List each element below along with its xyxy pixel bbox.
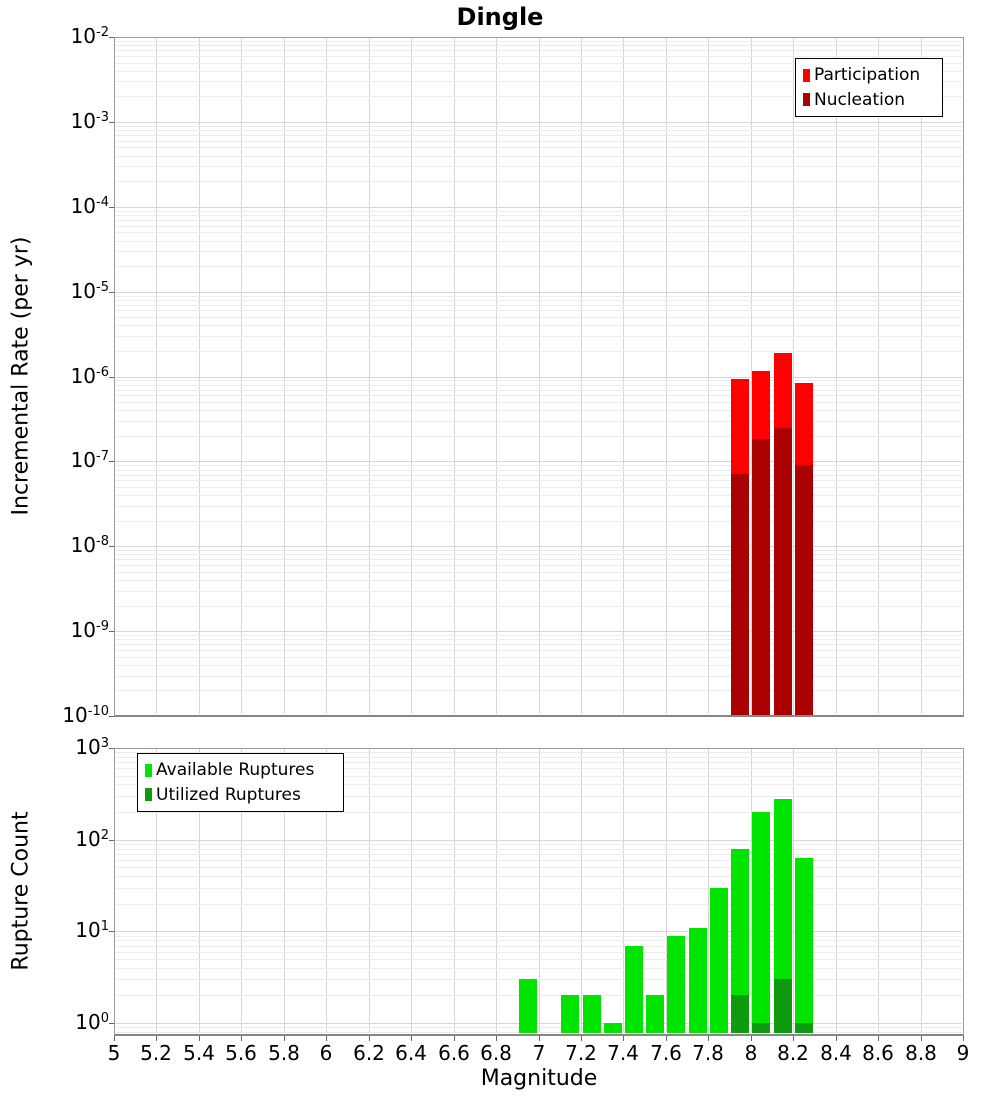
grid-line-minor — [115, 232, 962, 233]
grid-line-minor — [115, 147, 962, 148]
legend-label: Available Ruptures — [156, 760, 315, 781]
participation-legend-marker — [803, 69, 810, 82]
y-tick-label: $10^{-9}$ — [70, 618, 109, 642]
grid-line-minor — [115, 936, 962, 937]
legend-label: Participation — [814, 65, 921, 86]
grid-line-minor — [115, 156, 962, 157]
grid-line-minor — [115, 591, 962, 592]
grid-line-vertical — [623, 38, 624, 714]
grid-line-minor — [115, 495, 962, 496]
x-tick-mark — [878, 1036, 879, 1041]
grid-line-vertical — [496, 38, 497, 714]
grid-line-minor — [115, 41, 962, 42]
legend-item-nucleation — [803, 90, 936, 110]
y-tick-label: $10^{-7}$ — [70, 448, 109, 472]
grid-line-minor — [115, 480, 962, 481]
grid-line-minor — [115, 867, 962, 868]
x-tick-label: 7.2 — [565, 1041, 597, 1065]
grid-line-vertical — [156, 38, 157, 714]
grid-line-minor — [115, 665, 962, 666]
grid-line-vertical — [411, 749, 412, 1033]
x-tick-mark — [369, 1036, 370, 1041]
grid-line-minor — [115, 395, 962, 396]
x-tick-label: 8.8 — [905, 1041, 937, 1065]
grid-line-minor — [115, 56, 962, 57]
grid-line-major — [115, 292, 962, 293]
utilized-bar — [774, 979, 792, 1033]
grid-line-minor — [115, 550, 962, 551]
grid-line-minor — [115, 300, 962, 301]
y-tick-label: $10^{-8}$ — [70, 533, 109, 557]
x-tick-mark — [539, 1036, 540, 1041]
x-tick-label: 6.2 — [353, 1041, 385, 1065]
grid-line-minor — [115, 521, 962, 522]
x-tick-mark — [963, 1036, 964, 1041]
x-tick-label: 7.6 — [650, 1041, 682, 1065]
grid-line-vertical — [454, 38, 455, 714]
grid-line-vertical — [454, 749, 455, 1033]
available-bar — [752, 812, 770, 1033]
y-tick-mark — [109, 37, 114, 38]
grid-line-vertical — [581, 749, 582, 1033]
grid-line-minor — [115, 487, 962, 488]
available-bar — [667, 936, 685, 1033]
grid-line-vertical — [793, 749, 794, 1033]
y-tick-label: $10^0$ — [75, 1010, 109, 1034]
x-tick-label: 8.4 — [820, 1041, 852, 1065]
grid-line-minor — [115, 296, 962, 297]
available-bar — [689, 928, 707, 1033]
x-tick-label: 8 — [744, 1041, 758, 1065]
y-tick-mark — [109, 840, 114, 841]
grid-line-major — [115, 377, 962, 378]
available-bar — [604, 1023, 622, 1033]
x-tick-mark — [581, 1036, 582, 1041]
grid-line-minor — [115, 639, 962, 640]
y-axis-label-count: Rupture Count — [8, 811, 34, 971]
grid-line-minor — [115, 940, 962, 941]
grid-line-minor — [115, 565, 962, 566]
x-tick-label: 8.6 — [862, 1041, 894, 1065]
grid-line-major — [115, 1023, 962, 1024]
x-tick-label: 6.8 — [480, 1041, 512, 1065]
y-tick-mark — [109, 748, 114, 749]
grid-line-major — [115, 122, 962, 123]
utilized-bar — [731, 995, 749, 1033]
grid-line-minor — [115, 904, 962, 905]
x-tick-mark — [114, 1036, 115, 1041]
grid-line-minor — [115, 690, 962, 691]
grid-line-minor — [115, 1027, 962, 1028]
grid-line-minor — [115, 1032, 962, 1033]
grid-line-vertical — [708, 749, 709, 1033]
grid-line-minor — [115, 402, 962, 403]
grid-line-minor — [115, 310, 962, 311]
grid-line-minor — [115, 968, 962, 969]
x-tick-label: 5.4 — [183, 1041, 215, 1065]
x-tick-mark — [921, 1036, 922, 1041]
grid-line-vertical — [581, 38, 582, 714]
y-tick-mark — [109, 716, 114, 717]
x-tick-mark — [496, 1036, 497, 1041]
y-tick-label: $10^3$ — [75, 735, 109, 759]
grid-line-minor — [115, 657, 962, 658]
available-legend-marker — [145, 764, 152, 777]
grid-line-vertical — [496, 749, 497, 1033]
chart-title: Dingle — [456, 3, 544, 31]
x-tick-mark — [836, 1036, 837, 1041]
x-tick-mark — [793, 1036, 794, 1041]
x-tick-label: 6.6 — [438, 1041, 470, 1065]
grid-line-major — [115, 461, 962, 462]
grid-line-minor — [115, 50, 962, 51]
grid-line-minor — [115, 126, 962, 127]
grid-line-minor — [115, 606, 962, 607]
grid-line-minor — [115, 325, 962, 326]
grid-line-minor — [115, 946, 962, 947]
y-tick-mark — [109, 377, 114, 378]
x-tick-mark — [199, 1036, 200, 1041]
grid-line-minor — [115, 959, 962, 960]
x-tick-label: 6.4 — [395, 1041, 427, 1065]
grid-line-vertical — [284, 38, 285, 714]
grid-line-minor — [115, 251, 962, 252]
x-tick-mark — [708, 1036, 709, 1041]
grid-line-minor — [115, 241, 962, 242]
grid-line-vertical — [411, 38, 412, 714]
available-bar — [583, 995, 601, 1033]
y-tick-label: $10^{-6}$ — [70, 364, 109, 388]
grid-line-minor — [115, 421, 962, 422]
grid-line-minor — [115, 650, 962, 651]
y-tick-mark — [109, 546, 114, 547]
grid-line-minor — [115, 979, 962, 980]
x-axis-label: Magnitude — [480, 1066, 598, 1091]
nucleation-bar — [795, 465, 813, 715]
grid-line-minor — [115, 317, 962, 318]
grid-line-vertical — [666, 38, 667, 714]
utilized-bar — [752, 1023, 770, 1033]
x-tick-mark — [411, 1036, 412, 1041]
available-bar — [646, 995, 664, 1033]
grid-line-minor — [115, 385, 962, 386]
nucleation-bar — [752, 439, 770, 715]
grid-line-vertical — [878, 749, 879, 1033]
available-bar — [710, 888, 728, 1033]
grid-line-minor — [115, 506, 962, 507]
grid-line-vertical — [539, 38, 540, 714]
x-tick-label: 7 — [532, 1041, 546, 1065]
grid-line-minor — [115, 305, 962, 306]
y-tick-mark — [109, 1023, 114, 1024]
y-tick-label: $10^{-5}$ — [70, 279, 109, 303]
grid-line-minor — [115, 220, 962, 221]
grid-line-minor — [115, 952, 962, 953]
grid-line-major — [115, 840, 962, 841]
nucleation-bar — [774, 428, 792, 715]
nucleation-bar — [731, 474, 749, 715]
grid-line-minor — [115, 465, 962, 466]
grid-line-vertical — [921, 749, 922, 1033]
grid-line-minor — [115, 554, 962, 555]
grid-line-vertical — [708, 38, 709, 714]
x-tick-mark — [156, 1036, 157, 1041]
x-tick-mark — [623, 1036, 624, 1041]
y-tick-label: $10^{-4}$ — [70, 194, 109, 218]
grid-line-vertical — [326, 38, 327, 714]
grid-line-minor — [115, 141, 962, 142]
x-tick-label: 5.2 — [140, 1041, 172, 1065]
x-tick-label: 5.6 — [225, 1041, 257, 1065]
grid-line-minor — [115, 436, 962, 437]
y-tick-mark — [109, 461, 114, 462]
grid-line-minor — [115, 812, 962, 813]
grid-line-minor — [115, 166, 962, 167]
grid-line-minor — [115, 854, 962, 855]
grid-line-minor — [115, 336, 962, 337]
legend-item-participation — [803, 65, 936, 85]
grid-line-vertical — [921, 38, 922, 714]
grid-line-major — [115, 631, 962, 632]
grid-line-minor — [115, 470, 962, 471]
grid-line-minor — [115, 860, 962, 861]
x-tick-label: 6 — [319, 1041, 333, 1065]
legend-label: Nucleation — [814, 89, 906, 110]
grid-line-minor — [115, 45, 962, 46]
grid-line-vertical — [623, 749, 624, 1033]
available-bar — [625, 946, 643, 1033]
grid-line-minor — [115, 644, 962, 645]
y-tick-label: $10^1$ — [75, 918, 109, 942]
grid-line-minor — [115, 226, 962, 227]
grid-line-vertical — [369, 38, 370, 714]
x-tick-mark — [241, 1036, 242, 1041]
grid-line-minor — [115, 351, 962, 352]
grid-line-minor — [115, 390, 962, 391]
grid-line-minor — [115, 888, 962, 889]
grid-line-minor — [115, 559, 962, 560]
x-tick-mark — [454, 1036, 455, 1041]
grid-line-vertical — [369, 749, 370, 1033]
y-tick-mark — [109, 631, 114, 632]
legend-item-utilized — [145, 785, 337, 805]
grid-line-minor — [115, 844, 962, 845]
y-tick-label: $10^{-10}$ — [62, 703, 109, 727]
y-tick-label: $10^{-2}$ — [70, 24, 109, 48]
grid-line-minor — [115, 181, 962, 182]
grid-line-major — [115, 546, 962, 547]
grid-line-minor — [115, 380, 962, 381]
x-tick-label: 8.2 — [777, 1041, 809, 1065]
y-tick-mark — [109, 931, 114, 932]
grid-line-vertical — [836, 749, 837, 1033]
grid-line-vertical — [199, 38, 200, 714]
grid-line-vertical — [241, 38, 242, 714]
y-tick-mark — [109, 292, 114, 293]
grid-line-major — [115, 207, 962, 208]
grid-line-minor — [115, 635, 962, 636]
legend-item-available — [145, 760, 337, 780]
utilized-bar — [795, 1023, 813, 1033]
grid-line-minor — [115, 849, 962, 850]
available-bar — [561, 995, 579, 1033]
y-axis-label-rate: Incremental Rate (per yr) — [8, 236, 34, 516]
grid-line-minor — [115, 876, 962, 877]
grid-line-minor — [115, 995, 962, 996]
x-tick-mark — [751, 1036, 752, 1041]
x-tick-label: 7.4 — [607, 1041, 639, 1065]
count-legend — [137, 753, 344, 812]
x-tick-mark — [284, 1036, 285, 1041]
x-tick-label: 7.8 — [692, 1041, 724, 1065]
x-tick-label: 5 — [107, 1041, 121, 1065]
utilized-legend-marker — [145, 788, 152, 801]
y-tick-mark — [109, 122, 114, 123]
grid-line-minor — [115, 266, 962, 267]
grid-line-vertical — [836, 38, 837, 714]
grid-line-minor — [115, 211, 962, 212]
grid-line-minor — [115, 572, 962, 573]
grid-line-vertical — [878, 38, 879, 714]
y-tick-label: $10^{-3}$ — [70, 109, 109, 133]
y-tick-mark — [109, 207, 114, 208]
grid-line-minor — [115, 580, 962, 581]
grid-line-minor — [115, 475, 962, 476]
grid-line-minor — [115, 215, 962, 216]
grid-line-minor — [115, 410, 962, 411]
x-tick-label: 5.8 — [268, 1041, 300, 1065]
available-bar — [795, 858, 813, 1033]
nucleation-legend-marker — [803, 93, 810, 106]
grid-line-minor — [115, 676, 962, 677]
y-tick-label: $10^2$ — [75, 827, 109, 851]
x-tick-mark — [326, 1036, 327, 1041]
legend-label: Utilized Ruptures — [156, 784, 301, 805]
grid-line-vertical — [539, 749, 540, 1033]
grid-line-minor — [115, 130, 962, 131]
x-tick-mark — [666, 1036, 667, 1041]
grid-line-minor — [115, 135, 962, 136]
available-bar — [519, 979, 537, 1033]
rate-legend — [795, 58, 943, 117]
x-tick-label: 9 — [956, 1041, 970, 1065]
grid-line-major — [115, 931, 962, 932]
grid-line-vertical — [793, 38, 794, 714]
